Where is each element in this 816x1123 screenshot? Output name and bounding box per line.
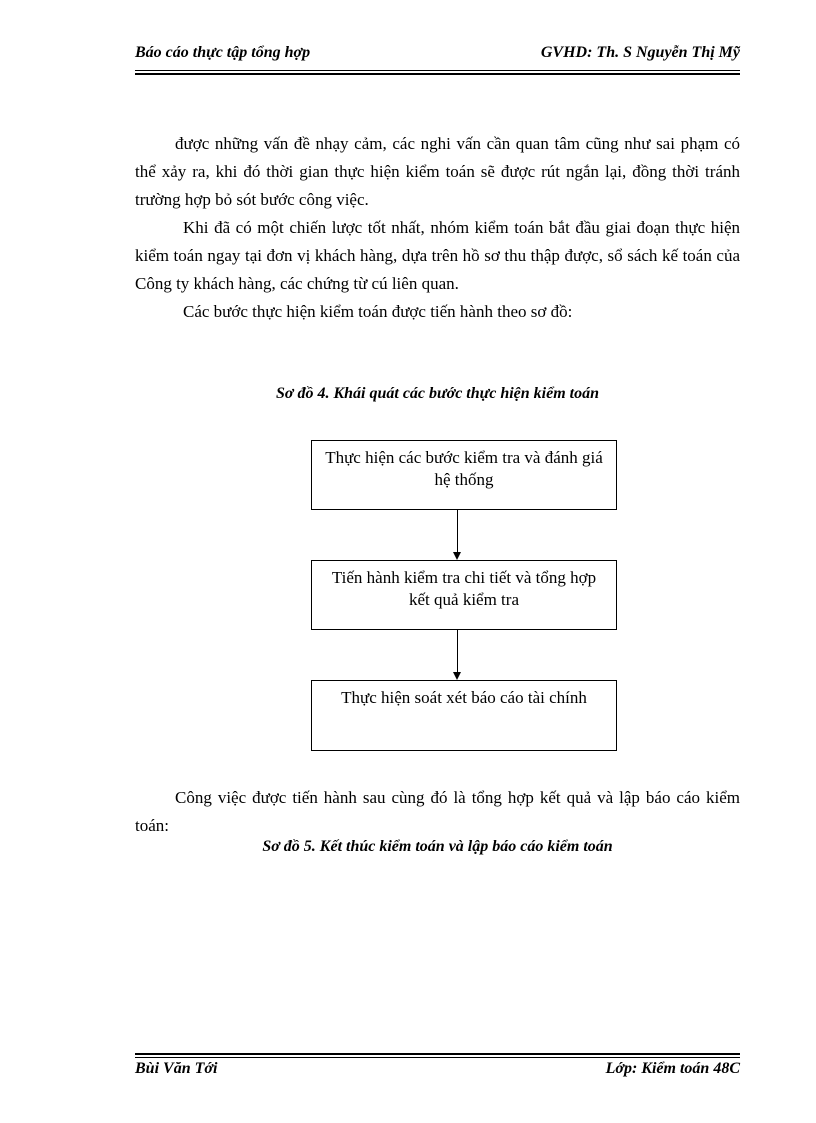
diagram-4-caption: Sơ đồ 4. Khái quát các bước thực hiện kiểm toán — [275, 385, 600, 402]
header-report-title: Báo cáo thực tập tổng hợp — [135, 44, 311, 61]
arrow-down-1 — [457, 510, 458, 552]
arrow-head-2-icon — [453, 672, 461, 680]
arrow-down-2 — [457, 630, 458, 672]
footer-divider — [135, 1057, 740, 1058]
page-header — [135, 44, 740, 68]
diagram-5-caption: Sơ đồ 5. Kết thúc kiểm toán và lập báo cáo kiểm toán — [262, 838, 613, 855]
footer-class: Lớp: Kiểm toán 48C — [605, 1060, 740, 1077]
paragraph-2: Khi đã có một chiến lược tốt nhất, nhóm kiểm toán bắt đầu giai đoạn thực hiện kiểm toán ngay tại đơn vị khách hàng, dựa trên hồ sơ thu thập được, sổ sách kế toán của Công ty khách hàng, các chứng từ cú liên quan. — [135, 218, 740, 293]
diagram-4-step-3: Thực hiện soát xét báo cáo tài chính — [311, 680, 617, 751]
page-footer — [135, 1060, 740, 1084]
header-supervisor: GVHD: Th. S Nguyễn Thị Mỹ — [540, 44, 740, 61]
footer-author: Bùi Văn Tới — [135, 1060, 218, 1077]
footer-divider-thick — [135, 1053, 740, 1055]
diagram-4-step-2: Tiến hành kiểm tra chi tiết và tổng hợp kết quả kiểm tra — [311, 560, 617, 630]
paragraph-1: được những vấn đề nhạy cảm, các nghi vấn cần quan tâm cũng như sai phạm có thể xảy ra, khi đó thời gian thực hiện kiểm toán sẽ được rút ngắn lại, đồng thời tránh trường hợp bỏ sót bước công việc. — [135, 134, 740, 209]
header-divider — [135, 70, 740, 71]
paragraph-3: Các bước thực hiện kiểm toán được tiến hành theo sơ đồ: — [183, 302, 573, 321]
arrow-head-1-icon — [453, 552, 461, 560]
diagram-4-step-1: Thực hiện các bước kiểm tra và đánh giá hệ thống — [311, 440, 617, 510]
paragraph-4: Công việc được tiến hành sau cùng đó là tổng hợp kết quả và lập báo cáo kiểm toán: — [135, 788, 740, 835]
header-divider-thick — [135, 73, 740, 75]
